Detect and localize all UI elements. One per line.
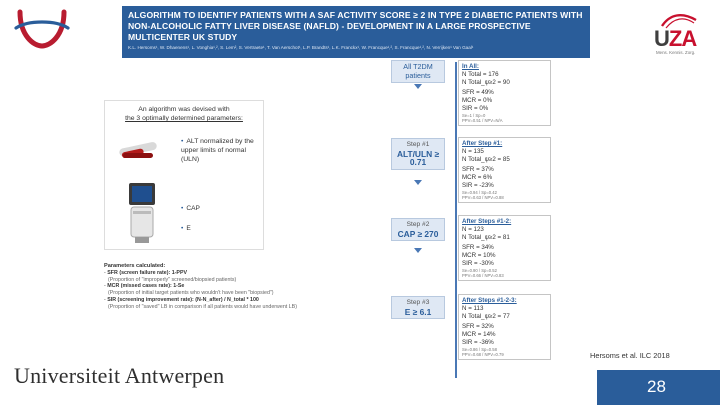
flow-result-line: SIR = -23% [462,181,494,189]
flow-result-line: MCR = 14% [462,331,496,339]
algorithm-intro-heading [105,101,263,123]
flow-step-title: Step #2 [406,221,430,228]
down-arrow-icon [414,84,422,89]
flow-result-metrics: Se=1 / Sp=0 [462,112,486,118]
flow-step-1 [391,138,445,170]
parameter-note: (Proportion of "improperly" screened/biopsied patients) [108,276,237,283]
citation-reference: Hersoms et al. ILC 2018 [590,351,670,360]
parameter-item: - SFR (screen failure rate): 1-PPV [104,269,188,276]
bullet-icon: • [181,205,184,212]
e-parameter-label: E [186,225,191,232]
flow-step-value: patients [405,70,431,80]
flow-result-line: N Total_ψ≥2 = 77 [462,312,510,320]
university-wordmark: Universiteit Antwerpen [14,363,225,388]
alt-parameter-label: ALT normalized by the upper limits of normal (ULN) [181,138,254,163]
flow-step-title: Step #1 [406,141,430,148]
flow-result-line: N Total_ψ≥2 = 90 [462,78,510,86]
flow-result-metrics: Se=0.94 / Sp=0.42 [462,189,497,195]
flow-step-3 [391,296,445,319]
uza-tagline: Mens. Kennis. Zorg. [656,50,696,55]
flow-result-step-2 [458,215,551,281]
parameter-label: MCR (missed cases rate): 1-Se [107,283,185,290]
flow-result-heading: After Step #1: [462,140,503,147]
parameters-heading: Parameters calculated: [104,263,166,269]
university-antwerp-logo-icon [14,6,70,54]
flow-step-2 [391,218,445,241]
alt-parameter-item [181,137,263,164]
flow-result-line: SFR = 32% [462,323,494,331]
cap-parameter-label: CAP [186,205,200,212]
algorithm-intro-line-1: An algorithm was devised with [138,106,230,113]
bullet-icon: • [181,138,184,145]
flow-result-metrics: PPV=0.66 / NPV=0.83 [462,272,504,278]
flow-result-line: MCR = 10% [462,252,496,260]
parameters-illustration-panel [104,100,264,250]
down-arrow-icon [414,248,422,253]
uza-wordmark [654,26,696,52]
fibroscan-device-icon [121,181,163,245]
flowchart-connector-line [455,62,457,378]
flow-result-heading: In All: [462,63,479,70]
cap-parameter-item [181,205,200,212]
flow-result-line: N = 123 [462,225,484,233]
flow-result-line: N Total_ψ≥2 = 85 [462,155,510,163]
flow-result-step-3 [458,294,551,360]
flow-step-value: CAP ≥ 270 [397,228,439,239]
parameter-label: SIR (screening improvement rate): (N-N_after) / N_total * 100 [107,296,259,303]
flow-step-title: All T2DM [403,62,433,71]
flow-result-line: SFR = 34% [462,244,494,252]
parameter-label: SFR (screen failure rate): 1-PPV [107,269,188,276]
blood-sample-tubes-icon [117,137,161,163]
poster-title-banner [122,6,590,58]
poster-authors: K.L. Hersoms¹, W. Dhaenens¹, L. Vonghia¹,², S. Lem², S. Vertraete¹, T. Van Aerschot¹, L.P. Brandts¹, L.K. Franckx¹, W. Francque¹,², S. Francque¹,², N. Verrijken¹ Van Gaal¹ [128,45,474,50]
flow-result-metrics: Se=0.90 / Sp=0.52 [462,267,497,273]
flow-result-line: MCR = 6% [462,174,493,182]
flow-step-value: ALT/ULN ≥ 0.71 [396,148,440,168]
flow-result-metrics: PPV=0.68 / NPV=0.79 [462,351,504,357]
flow-result-line: SFR = 49% [462,89,494,97]
parameters-calculated-block [104,263,364,311]
flow-result-line: N Total_ψ≥2 = 81 [462,233,510,241]
parameter-note: (Proportion of initial target patients who wouldn't have been "biopsied") [108,290,274,297]
flow-result-line: SIR = -30% [462,259,494,267]
flow-step-all-patients [391,60,445,83]
flow-result-line: SIR = -36% [462,338,494,346]
uza-logo [652,10,708,58]
flow-result-line: N Total = 176 [462,70,499,78]
flow-result-all [458,60,551,126]
flow-result-line: N = 113 [462,304,484,312]
down-arrow-icon [414,180,422,185]
flow-result-metrics: PPV=0.63 / NPV=0.88 [462,194,504,200]
poster-title: ALGORITHM TO IDENTIFY PATIENTS WITH A SAF ACTIVITY SCORE ≥ 2 IN TYPE 2 DIABETIC PATIENTS WITH NON-ALCOHOLIC FATTY LIVER DISEASE (NAFLD) - DEVELOPMENT IN A LARGE PROSPECTIVE MULTICENTER UK STUDY [128,10,583,42]
flow-result-heading: After Steps #1-2-3: [462,297,517,304]
flow-result-line: SFR = 37% [462,166,494,174]
uza-wordmark-za: ZA [668,26,697,51]
bullet-icon: • [181,225,184,232]
flow-result-line: SIR = 0% [462,104,489,112]
e-parameter-item [181,225,191,232]
flow-result-heading: After Steps #1-2: [462,218,512,225]
uza-wordmark-u: U [654,26,669,51]
parameter-note: (Proportion of "saved" LB in comparison if all patients would have underwent LB) [108,303,297,310]
parameter-item: - MCR (missed cases rate): 1-Se [104,283,185,290]
flow-step-title: Step #3 [406,299,430,306]
flow-result-metrics: Se=0.86 / Sp=0.58 [462,346,497,352]
flow-result-line: MCR = 0% [462,97,493,105]
flow-step-value: E ≥ 6.1 [404,306,432,317]
algorithm-intro-line-2: the 3 optimally determined parameters: [125,115,243,122]
page-number: 28 [647,377,666,396]
flow-result-step-1 [458,137,551,203]
flow-result-line: N = 135 [462,147,484,155]
parameter-item: - SIR (screening improvement rate): (N-N_after) / N_total * 100 [104,296,259,303]
flow-result-metrics: PPV=0.51 / NPV=N/A [462,117,503,123]
